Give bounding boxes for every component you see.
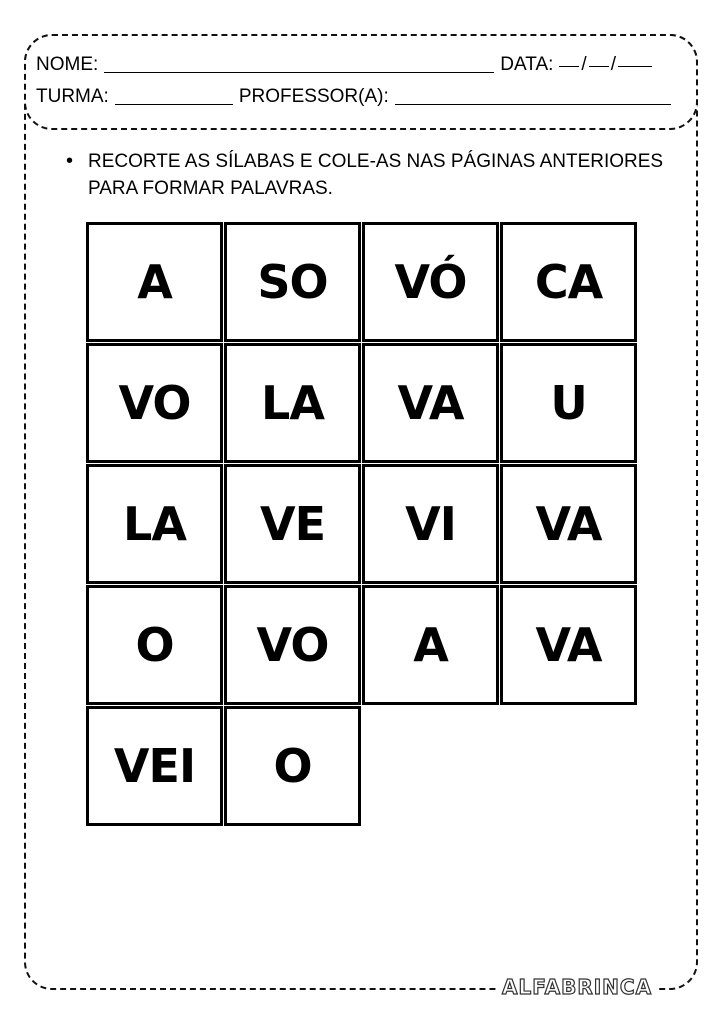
syllable-tile[interactable]: VEI (86, 706, 223, 826)
teacher-field[interactable] (395, 86, 671, 105)
instructions (66, 148, 666, 202)
syllable-tile[interactable]: VA (362, 343, 499, 463)
date-day-field[interactable] (559, 48, 579, 67)
syllable-tile[interactable]: VA (500, 585, 637, 705)
name-field[interactable] (104, 54, 494, 73)
syllable-tile[interactable]: VE (224, 464, 361, 584)
syllable-tile[interactable]: VI (362, 464, 499, 584)
syllable-tile[interactable]: SO (224, 222, 361, 342)
syllable-tile[interactable]: U (500, 343, 637, 463)
syllable-tile[interactable]: A (362, 585, 499, 705)
date-label: DATA: (500, 54, 554, 75)
class-field[interactable] (115, 86, 233, 105)
name-label: NOME: (36, 54, 99, 75)
syllable-tile[interactable]: O (86, 585, 223, 705)
bullet-icon: • (66, 150, 74, 172)
class-label: TURMA: (36, 86, 109, 107)
instructions-text: RECORTE AS SÍLABAS E COLE-AS NAS PÁGINAS ANTERIORES PARA FORMAR PALAVRAS. (88, 151, 664, 199)
syllable-tile[interactable]: O (224, 706, 361, 826)
syllable-tile[interactable]: LA (224, 343, 361, 463)
syllable-tile[interactable]: VÓ (362, 222, 499, 342)
syllable-tile[interactable]: VA (500, 464, 637, 584)
header-row-class-teacher (36, 86, 686, 108)
date-year-field[interactable] (618, 48, 652, 67)
syllable-grid (86, 222, 638, 827)
syllable-tile[interactable]: CA (500, 222, 637, 342)
date-field[interactable]: / / (559, 48, 652, 76)
student-info-header (24, 34, 698, 130)
syllable-tile[interactable]: A (86, 222, 223, 342)
date-month-field[interactable] (589, 48, 609, 67)
teacher-label: PROFESSOR(A): (238, 86, 389, 107)
header-row-name-date (36, 48, 686, 76)
syllable-tile[interactable]: VO (86, 343, 223, 463)
syllable-tile[interactable]: LA (86, 464, 223, 584)
alfabrinca-logo: ALFABRINCA (496, 975, 658, 999)
syllable-tile[interactable]: VO (224, 585, 361, 705)
